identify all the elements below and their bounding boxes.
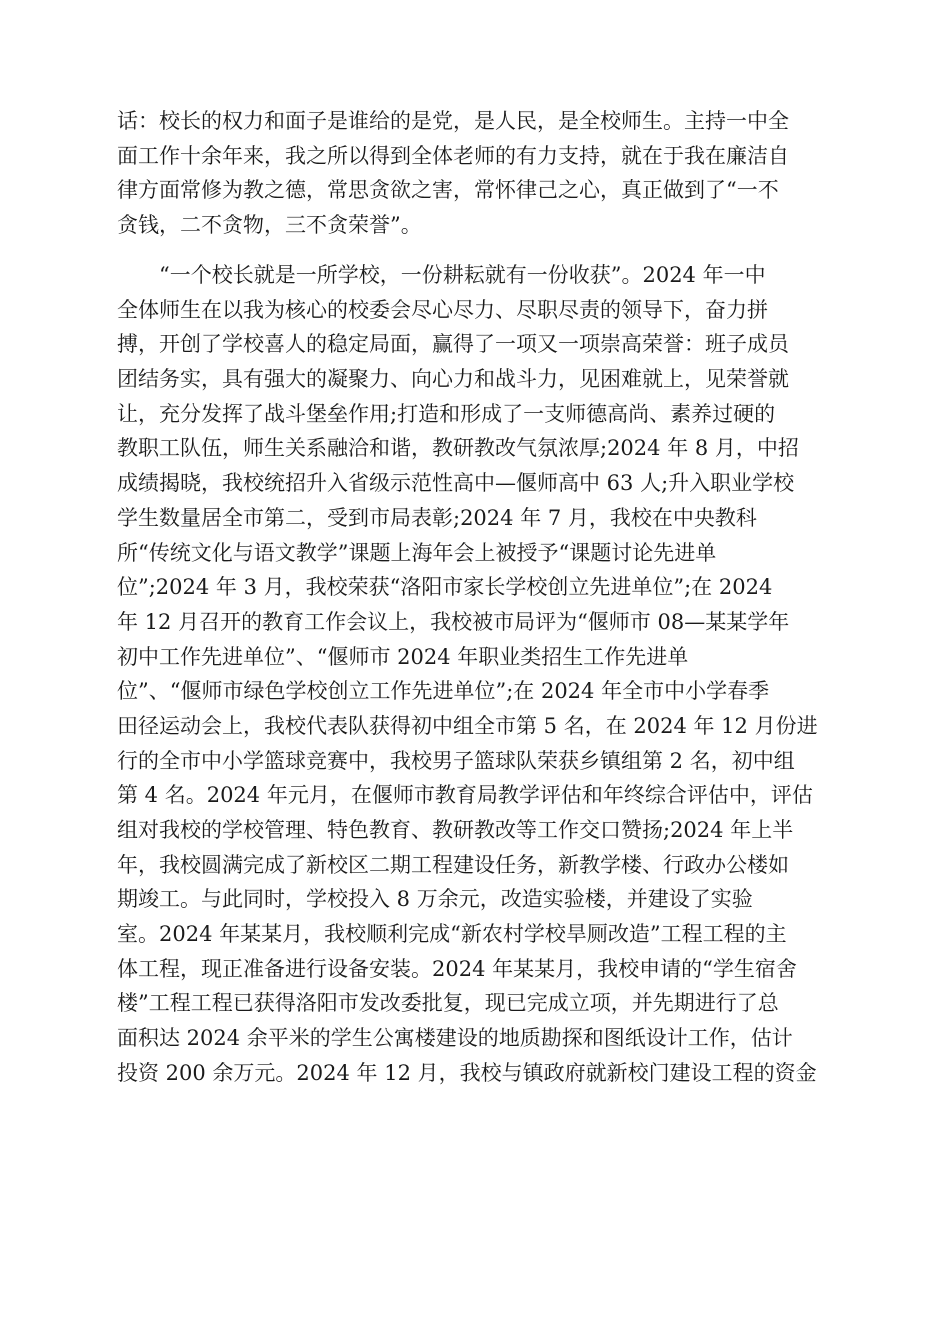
- text-line: 所“传统文化与语文教学”课题上海年会上被授予“课题讨论先进单: [117, 540, 717, 565]
- text-line: 年，我校圆满完成了新校区二期工程建设任务，新教学楼、行政办公楼如: [117, 852, 789, 877]
- text-line: 期竣工。与此同时，学校投入 8 万余元，改造实验楼，并建设了实验: [117, 887, 753, 912]
- text-line: 楼”工程工程已获得洛阳市发改委批复，现已完成立项，并先期进行了总: [117, 991, 779, 1016]
- text-line: 贪钱，二不贪物，三不贪荣誉”。: [117, 213, 422, 238]
- text-line: 面工作十余年来，我之所以得到全体老师的有力支持，就在于我在廉洁自: [117, 143, 789, 168]
- text-line: 位”;2024 年 3 月，我校荣获“洛阳市家长学校创立先进单位”;在 2024: [117, 575, 773, 600]
- text-line: 第 4 名。2024 年元月，在偃师市教育局教学评估和年终综合评估中，评估: [117, 783, 813, 808]
- text-line: 室。2024 年某某月，我校顺利完成“新农村学校旱厕改造”工程工程的主: [117, 922, 787, 947]
- text-line: “一个校长就是一所学校，一份耕耘就有一份收获”。2024 年一中: [117, 263, 766, 287]
- text-line: 律方面常修为教之德，常思贪欲之害，常怀律己之心，真正做到了“一不: [117, 178, 779, 203]
- text-line: 学生数量居全市第二，受到市局表彰;2024 年 7 月，我校在中央教科: [117, 505, 757, 530]
- text-line: 话：校长的权力和面子是谁给的是党，是人民，是全校师生。主持一中全: [117, 109, 789, 133]
- text-line: 搏，开创了学校喜人的稳定局面，赢得了一项又一项崇高荣誉：班子成员: [117, 332, 789, 357]
- text-line: 初中工作先进单位”、“偃师市 2024 年职业类招生工作先进单: [117, 644, 689, 669]
- paragraph-2: [117, 258, 837, 1091]
- text-line: 全体师生在以我为核心的校委会尽心尽力、尽职尽责的领导下，奋力拼: [117, 297, 768, 322]
- text-line: 投资 200 余万元。2024 年 12 月，我校与镇政府就新校门建设工程的资金: [117, 1060, 817, 1085]
- text-line: 位”、“偃师市绿色学校创立工作先进单位”;在 2024 年全市中小学春季: [117, 679, 770, 704]
- text-line: 体工程，现正准备进行设备安装。2024 年某某月，我校申请的“学生宿舍: [117, 956, 797, 981]
- text-line: 面积达 2024 余平米的学生公寓楼建设的地质勘探和图纸设计工作，估计: [117, 1026, 793, 1051]
- text-line: 行的全市中小学篮球竞赛中，我校男子篮球队荣获乡镇组第 2 名，初中组: [117, 748, 795, 773]
- text-line: 团结务实，具有强大的凝聚力、向心力和战斗力，见困难就上，见荣誉就: [117, 367, 789, 392]
- text-line: 年 12 月召开的教育工作会议上，我校被市局评为“偃师市 08—某某学年: [117, 609, 790, 634]
- text-line: 教职工队伍，师生关系融洽和谐，教研教改气氛浓厚;2024 年 8 月，中招: [117, 436, 799, 461]
- text-line: 组对我校的学校管理、特色教育、教研教改等工作交口赞扬;2024 年上半: [117, 818, 794, 842]
- paragraph-1: [117, 104, 837, 243]
- text-line: 成绩揭晓，我校统招升入省级示范性高中—偃师高中 63 人;升入职业学校: [117, 471, 795, 496]
- text-line: 让，充分发挥了战斗堡垒作用;打造和形成了一支师德高尚、素养过硬的: [117, 401, 776, 426]
- text-line: 田径运动会上，我校代表队获得初中组全市第 5 名，在 2024 年 12 月份进: [117, 713, 818, 738]
